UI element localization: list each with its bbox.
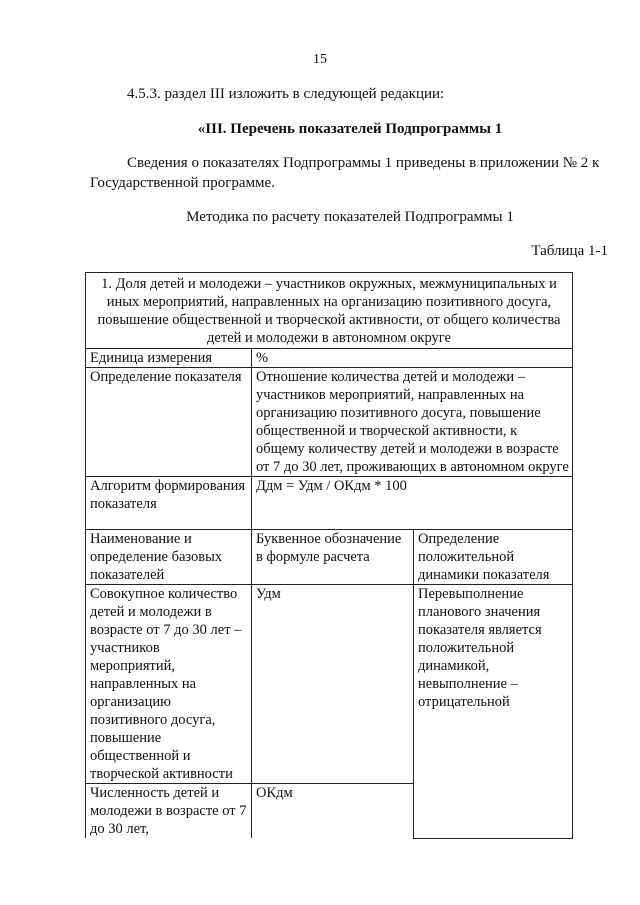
base-indicators-header-row [86, 530, 573, 585]
base-indicator-symbol: Удм [252, 585, 414, 784]
unit-label: Единица измерения [86, 349, 252, 368]
table-title-row [86, 273, 573, 349]
header-base-name: Наименование и определение базовых показателей [86, 530, 252, 585]
table-row [86, 585, 573, 784]
methodology-title: Методика по расчету показателей Подпрограммы 1 [186, 209, 514, 225]
table-label: Таблица 1-1 [531, 243, 608, 259]
base-indicator-name: Совокупное количество детей и молодежи в возрасте от 7 до 30 лет – участников мероприятий, направленных на организацию позитивного досуга, повышение общественной и творческой активности [86, 585, 252, 784]
definition-label: Определение показателя [86, 368, 252, 477]
header-symbol: Буквенное обозначение в формуле расчета [252, 530, 414, 585]
header-dynamics: Определение положительной динамики показателя [414, 530, 573, 585]
algorithm-label: Алгоритм формирования показателя [86, 477, 252, 530]
base-indicator-name: Численность детей и молодежи в возрасте от 7 до 30 лет, [86, 784, 252, 839]
info-paragraph-line2: Государственной программе. [90, 175, 275, 191]
section-heading: «III. Перечень показателей Подпрограммы 1 [197, 121, 503, 137]
section-instruction: 4.5.3. раздел III изложить в следующей редакции: [127, 86, 445, 102]
unit-value: % [252, 349, 573, 368]
indicator-title: 1. Доля детей и молодежи – участников окружных, межмуниципальных и иных мероприятий, направленных на организацию позитивного досуга, повышение общественной и творческой активности, от общего количества детей и молодежи в автономном округе [86, 273, 573, 349]
algorithm-value: Ддм = Удм / ОКдм * 100 [252, 477, 573, 530]
info-paragraph-line1: Сведения о показателях Подпрограммы 1 приведены в приложении № 2 к [127, 155, 600, 171]
indicators-table [85, 272, 573, 839]
algorithm-row [86, 477, 573, 530]
unit-row [86, 349, 573, 368]
definition-row [86, 368, 573, 477]
page-number: 15 [313, 52, 327, 67]
definition-value: Отношение количества детей и молодежи – участников мероприятий, направленных на организацию позитивного досуга, повышение общественной и творческой активности, к общему количеству детей и молодежи в возрасте от 7 до 30 лет, проживающих в автономном округе [252, 368, 573, 477]
base-indicator-symbol: ОКдм [252, 784, 414, 839]
base-indicator-dynamics: Перевыполнение планового значения показателя является положительной динамикой, невыполнение – отрицательной [414, 585, 573, 839]
